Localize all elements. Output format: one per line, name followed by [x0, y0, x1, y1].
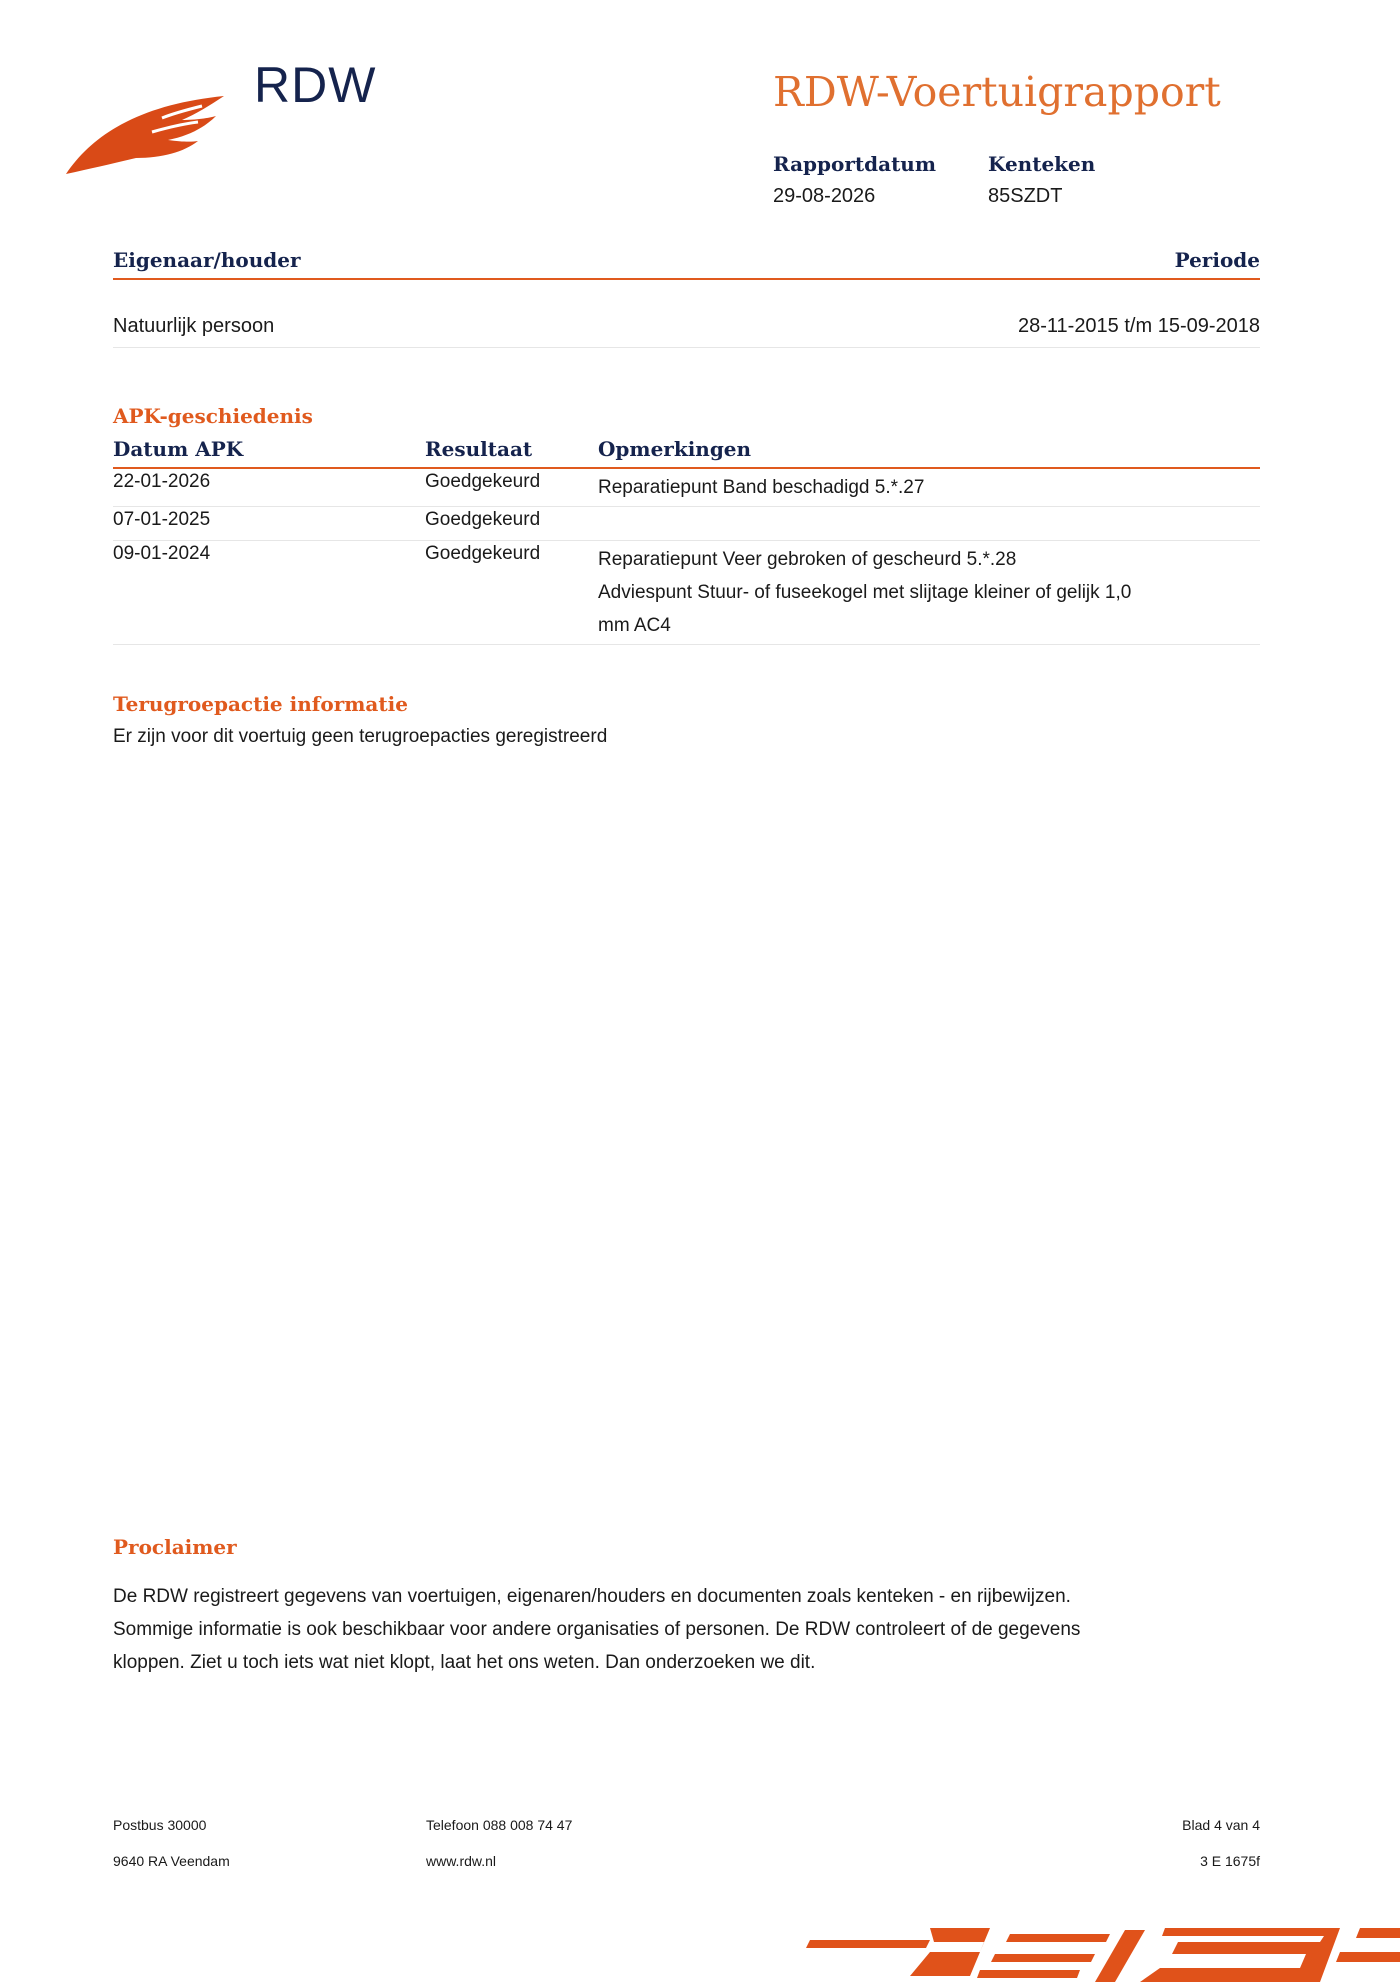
apk-table-header: [113, 437, 1260, 469]
apk-result: Goedgekeurd: [425, 543, 541, 564]
report-date-label: Rapportdatum: [773, 152, 937, 176]
apk-section-title: APK-geschiedenis: [113, 404, 313, 428]
apk-date-header: Datum APK: [113, 437, 244, 461]
footer-doc-code: 3 E 1675f: [1200, 1853, 1260, 1869]
recall-section-title: Terugroepactie informatie: [113, 692, 408, 716]
ownership-period: 28-11-2015 t/m 15-09-2018: [1017, 315, 1260, 337]
rdw-stripes-decoration-icon: [780, 1912, 1400, 1982]
table-row: [113, 469, 1260, 507]
apk-date: 22-01-2026: [113, 471, 211, 492]
plate-label: Kenteken: [988, 152, 1096, 176]
period-column-header: Periode: [1174, 248, 1260, 272]
apk-date: 09-01-2024: [113, 543, 211, 564]
table-row: [113, 315, 1260, 348]
disclaimer-line: kloppen. Ziet u toch iets wat niet klopt, laat het ons weten. Dan onderzoeken we dit.: [113, 1652, 816, 1673]
apk-remark-line: mm AC4: [598, 615, 671, 636]
owner-column-header: Eigenaar/houder: [113, 248, 301, 272]
apk-table: [113, 437, 1260, 645]
owner-type: Natuurlijk persoon: [113, 315, 275, 337]
apk-date: 07-01-2025: [113, 509, 211, 530]
apk-result: Goedgekeurd: [425, 471, 541, 492]
footer-website: www.rdw.nl: [426, 1853, 497, 1869]
report-title: RDW-Voertuigrapport: [773, 68, 1221, 116]
table-row: [113, 541, 1260, 645]
apk-result: Goedgekeurd: [425, 509, 541, 530]
recall-text: Er zijn voor dit voertuig geen terugroepacties geregistreerd: [113, 726, 608, 747]
apk-remarks: [598, 507, 1260, 540]
plate-value: 85SZDT: [988, 185, 1063, 207]
apk-remarks: [598, 469, 1260, 506]
apk-remarks-header: Opmerkingen: [598, 437, 752, 461]
disclaimer-text: [113, 1580, 1263, 1679]
footer-address-line2: 9640 RA Veendam: [113, 1853, 230, 1869]
apk-remark-line: Adviespunt Stuur- of fuseekogel met slijtage kleiner of gelijk 1,0: [598, 582, 1132, 603]
apk-result-header: Resultaat: [425, 437, 533, 461]
rdw-wing-logo-icon: [64, 92, 234, 176]
table-row: [113, 507, 1260, 541]
apk-remarks: [598, 541, 1260, 644]
apk-remark-line: Reparatiepunt Veer gebroken of gescheurd 5.*.28: [598, 549, 1017, 570]
disclaimer-title: Proclaimer: [113, 1535, 237, 1559]
logo-text: RDW: [254, 57, 377, 113]
disclaimer-line: De RDW registreert gegevens van voertuigen, eigenaren/houders en documenten zoals kenteken - en rijbewijzen.: [113, 1586, 1071, 1607]
footer-address-line1: Postbus 30000: [113, 1817, 207, 1833]
footer-page-number: Blad 4 van 4: [1182, 1817, 1260, 1833]
owner-table-header: [113, 248, 1260, 280]
disclaimer-line: Sommige informatie is ook beschikbaar voor andere organisaties of personen. De RDW controleert of de gegevens: [113, 1619, 1081, 1640]
report-date-value: 29-08-2026: [773, 185, 876, 207]
apk-remark-line: Reparatiepunt Band beschadigd 5.*.27: [598, 477, 925, 498]
footer-phone: Telefoon 088 008 74 47: [426, 1817, 573, 1833]
